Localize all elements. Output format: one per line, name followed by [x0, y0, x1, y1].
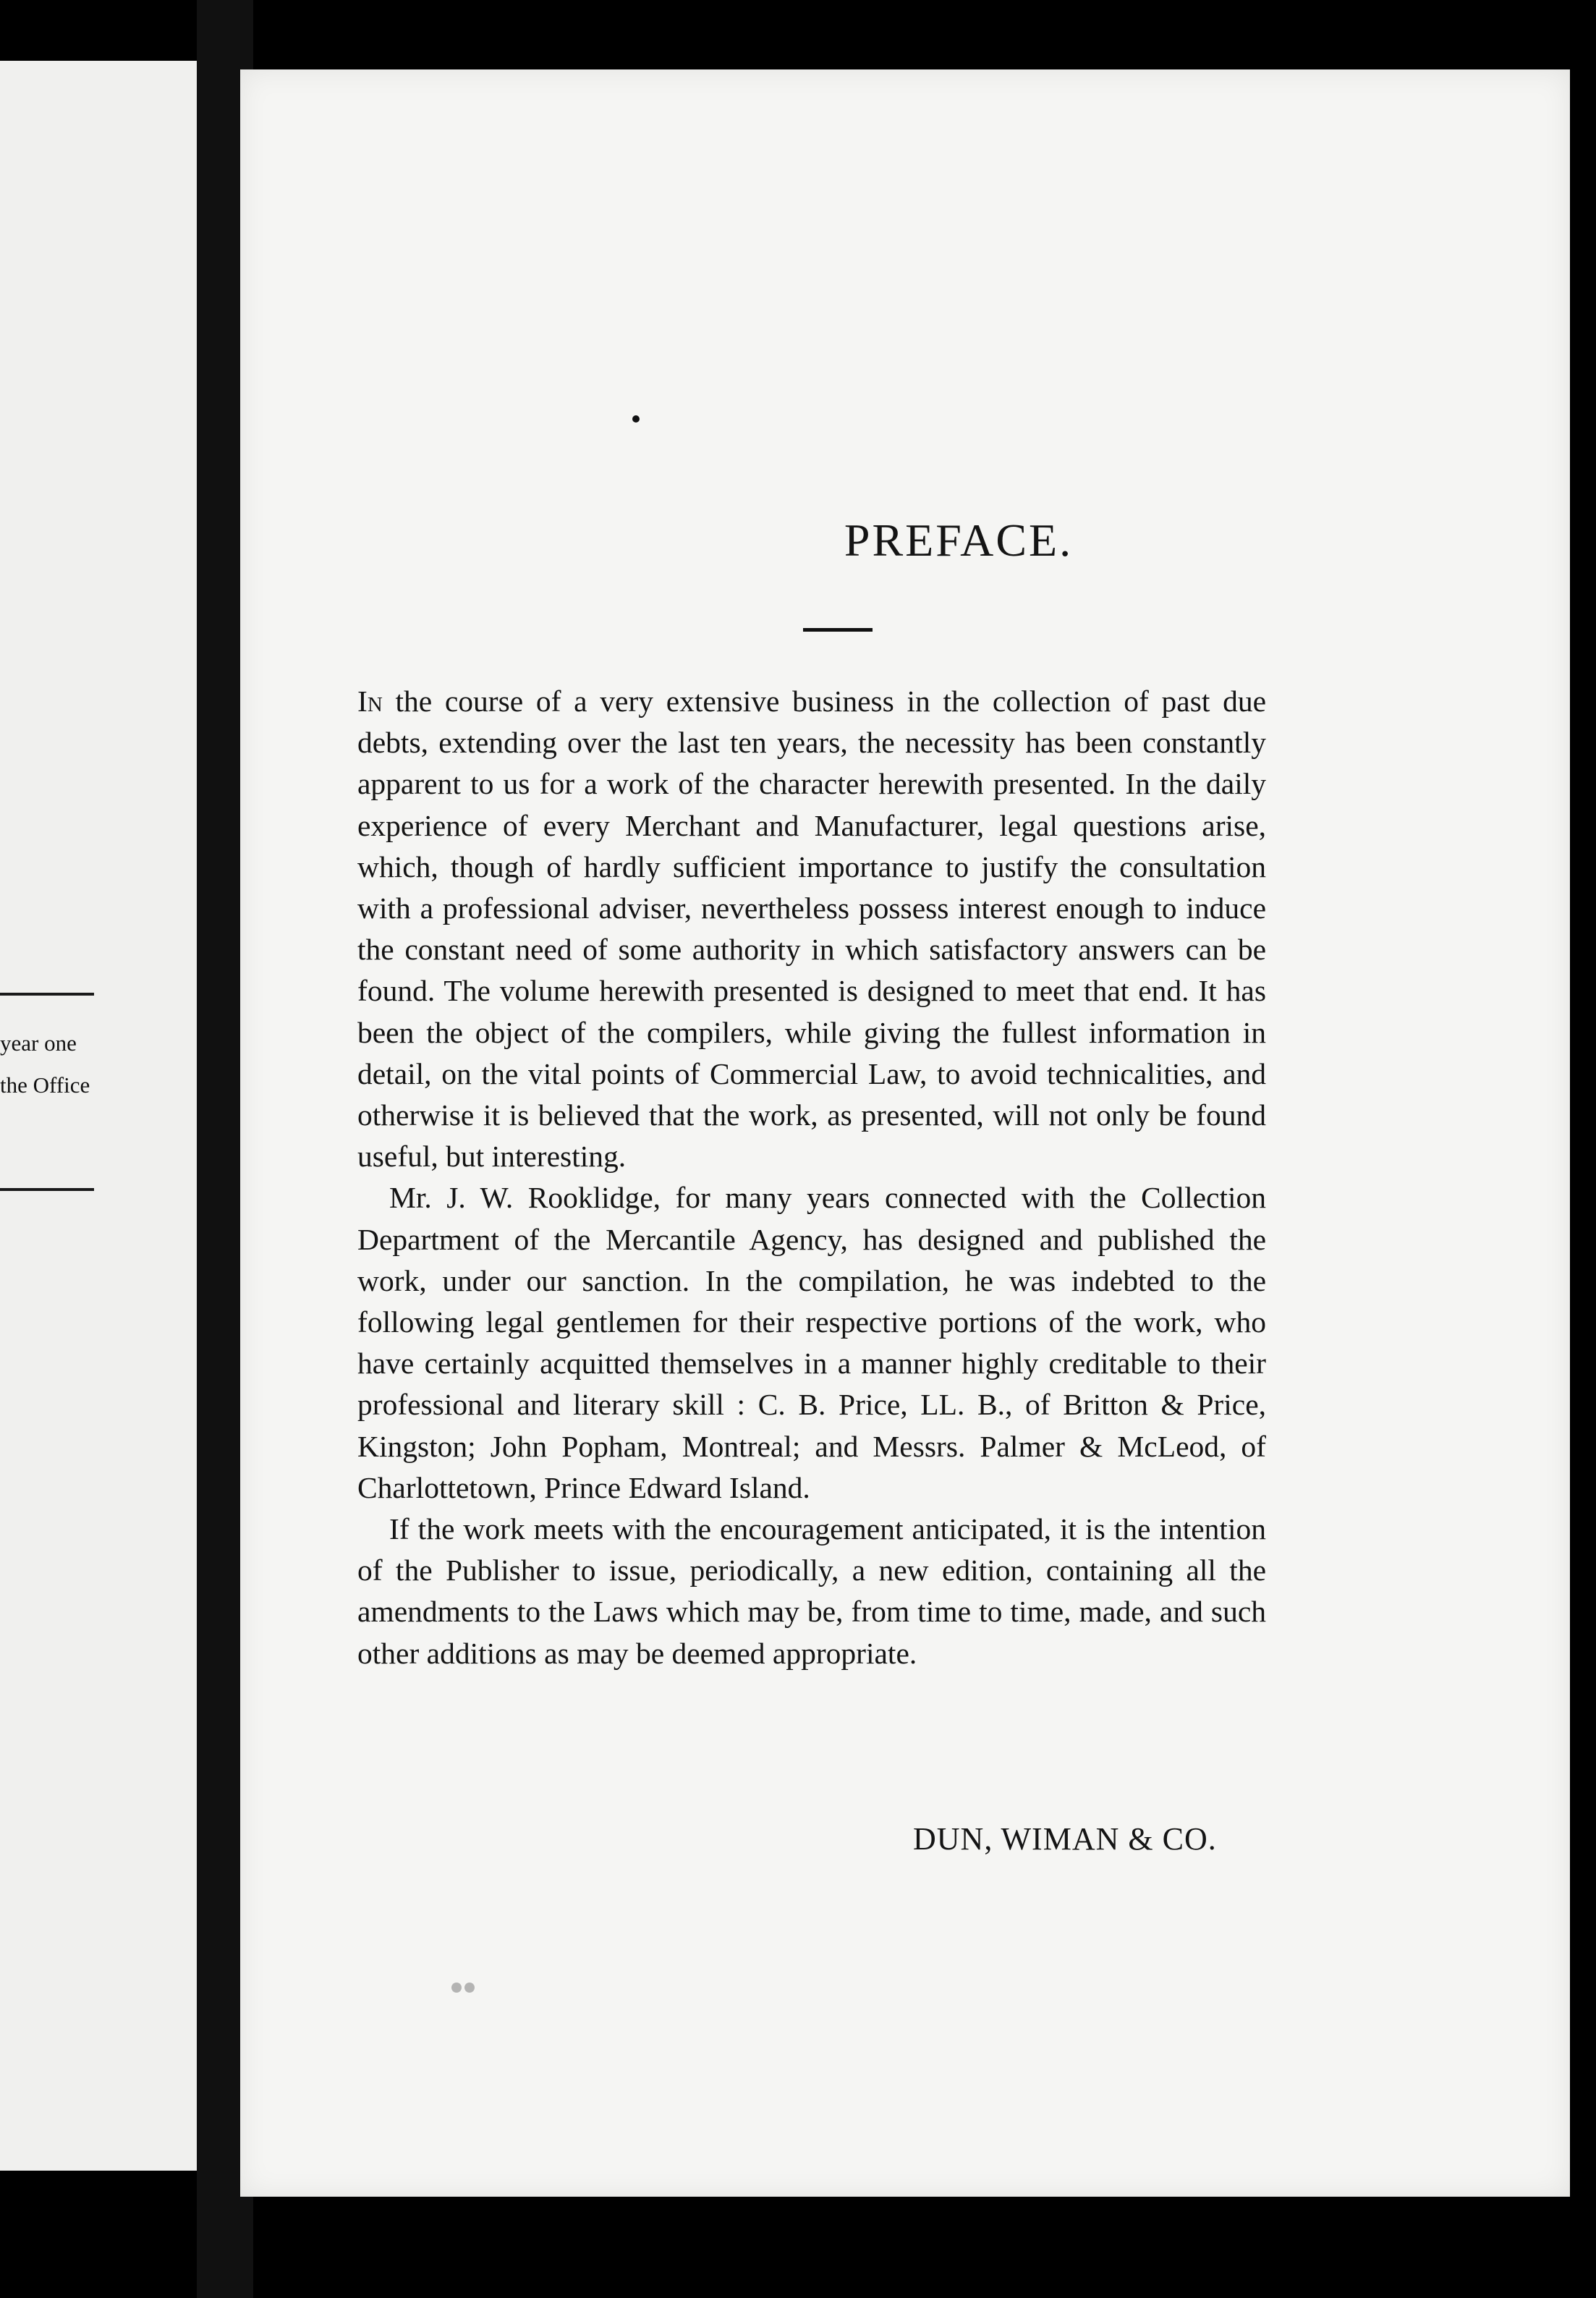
preface-body: [357, 681, 1266, 1674]
ink-dot: [632, 415, 640, 423]
title-rule: [803, 628, 873, 632]
paragraph: If the work meets with the encouragement anticipated, it is the intention of the Publisher to issue, periodically, a new edition, containing all the amendments to the Laws which may be, from time to time, made, and such other additions as may be deemed appropriate.: [357, 1512, 1266, 1670]
page-title: PREFACE.: [844, 514, 1074, 566]
facing-page-text-line: year one: [0, 1030, 77, 1056]
paragraph-text: the course of a very extensive business in the collection of past due debts, extending over the last ten years, the necessity has been constantly apparent to us for a work of the character herewith presented. In the daily experience of every Merchant and Manufacturer, legal questions arise, which, though of hardly sufficient importance to justify the consultation with a professional adviser, nevertheless possess interest enough to induce the constant need of some authority in which satisfactory answers can be found. The volume herewith presented is designed to meet that end. It has been the object of the compilers, while giving the fullest information in detail, on the vital points of Commercial Law, to avoid technicalities, and otherwise it is believed that the work, as presented, will not only be found useful, but interesting.: [357, 684, 1266, 1174]
facing-page-rule: [0, 1188, 94, 1191]
facing-page-rule: [0, 993, 94, 996]
paragraph-lead-word: In: [357, 684, 383, 718]
paragraph: Mr. J. W. Rooklidge, for many years connected with the Collection Department of the Mercantile Agency, has designed and published the work, under our sanction. In the compilation, he was indebted to the following legal gentlemen for their respective portions of the work, who have certainly acquitted themselves in a manner highly creditable to their professional and literary skill : C. B. Price, LL. B., of Britton & Price, Kingston; John Popham, Montreal; and Messrs. Palmer & McLeod, of Charlottetown, Prince Edward Island.: [357, 1181, 1266, 1504]
paragraph: [357, 681, 1266, 1177]
paper-specks: [451, 1983, 483, 1994]
facing-page-text-line: the Office: [0, 1072, 90, 1098]
publisher-signature: DUN, WIMAN & CO.: [913, 1821, 1217, 1857]
facing-page: [0, 61, 197, 2171]
preface-page: [240, 69, 1570, 2197]
